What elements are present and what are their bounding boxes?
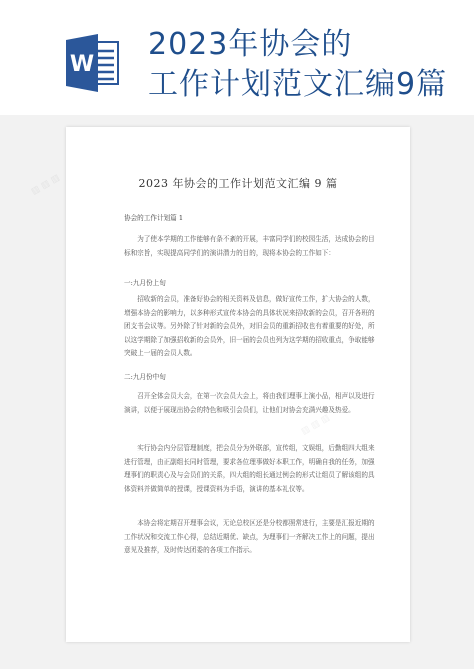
title-line-1: 2023年协会的: [148, 27, 353, 62]
item2-text: 召开全体会员大会，在第一次会员大会上，将由我们理事上演小品，相声以及进行演讲，以便于展现出协会的特色和吸引会员们，让他们对协会充满兴趣及热爱。: [124, 392, 375, 414]
item1-paragraph: [124, 293, 376, 361]
intro-paragraph: [124, 233, 376, 260]
watermark: ▨ ▨ ▨: [299, 412, 332, 438]
page-title: [148, 25, 468, 105]
para3-paragraph: [124, 442, 376, 496]
word-logo-letter: W: [69, 52, 95, 77]
title-line-2: 工作计划范文汇编9篇: [148, 67, 448, 102]
section-heading: 协会的工作计划篇 1: [124, 214, 184, 222]
word-logo-icon: [66, 34, 120, 92]
item2-heading: 二:九月份中旬: [124, 373, 166, 381]
document-page: [66, 127, 410, 642]
para3-text: 实行协会内分层管理制度，把会员分为外联部，宣传组，文娱组，后勤组四大组来进行管理，由正副组长同时管理，要求各位理事做好本职工作，明确自我的任务，加强理事们的职责心及与会员们的关系，四大组的组长通过例会的形式让组员了解该组的具体资料并做简单的授课，授课资料为手语，演讲的基本礼仪等。: [124, 444, 375, 493]
intro-text: 为了使本学期的工作能够有条不紊的开展，丰富同学们的校园生活，达成协会的目标和宗旨，实现提高同学们的演讲潜力的目的，现将本协会的工作如下：: [124, 235, 375, 257]
header-banner: [0, 0, 474, 115]
watermark: ▨ ▨ ▨: [29, 172, 62, 198]
para4-paragraph: [124, 517, 376, 558]
document-title: 2023 年协会的工作计划范文汇编 9 篇: [138, 177, 338, 190]
para4-text: 本协会将定期召开理事会议，无论总校区还是分校都照常进行，主要是汇报近期的工作状况和交流工作心得，总结近期优、缺点，为理事们一齐解决工作上的问题，提出意见及推荐，及时传达团委的各项工作指示。: [124, 519, 375, 554]
item1-heading: 一:九月份上旬: [124, 279, 166, 287]
item2-paragraph: [124, 390, 376, 417]
item1-text: 招收新的会员，准备好协会的相关资料及信息，做好宣传工作，扩大协会的人数，增强本协会的影响力，以多种形式宣传本协会的具体状况来招收新的会员，召开各班的团支书会议等。另外除了针对新的会员外，对旧会员的重新招收也有着重要的好处，所以这学期除了加强招收新的会员外，旧一届的会员也列为这学期的招收重点，争取能够突破上一届的会员人数。: [124, 295, 375, 357]
